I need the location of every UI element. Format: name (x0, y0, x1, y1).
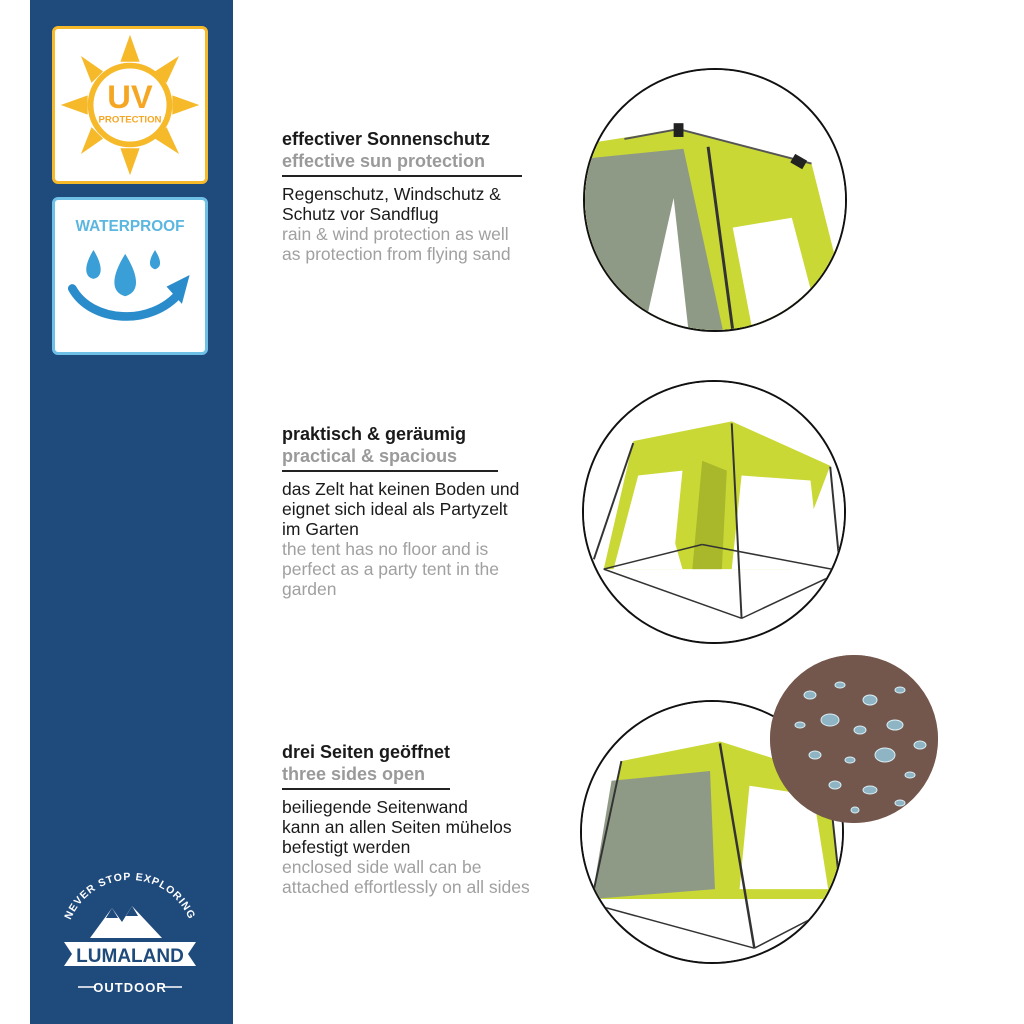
feature-desc-de: Regenschutz, Windschutz & Schutz vor Sandflug (282, 184, 501, 224)
feature-desc-en: enclosed side wall can be attached effortlessly on all sides (282, 857, 530, 897)
uv-subtitle: PROTECTION (98, 114, 162, 126)
feature-desc-de: beiliegende Seitenwand kann an allen Seiten mühelos befestigt werden (282, 797, 512, 857)
divider (282, 175, 522, 177)
sun-icon (55, 29, 205, 181)
waterproof-title: WATERPROOF (75, 217, 185, 235)
feature-desc-de: das Zelt hat keinen Boden und eignet sich ideal als Partyzelt im Garten (282, 479, 520, 539)
feature-title-en: practical & spacious (282, 446, 458, 466)
water-drops-closeup-image (770, 655, 938, 823)
lumaland-logo (50, 870, 210, 1000)
logo-brand: LUMALAND (76, 946, 184, 967)
uv-protection-badge (52, 26, 208, 184)
tent-full-image (582, 380, 846, 644)
uv-title: UV (107, 77, 153, 115)
divider (282, 788, 450, 790)
feature-desc-en: the tent has no floor and is perfect as a party tent in the garden (282, 539, 499, 599)
feature-title-en: effective sun protection (282, 151, 486, 171)
feature-title-de: effectiver Sonnenschutz (282, 129, 491, 149)
logo-sub: OUTDOOR (93, 980, 167, 995)
feature-three-sides-open (282, 741, 572, 897)
water-drops-icon (55, 200, 205, 352)
feature-title-de: praktisch & geräumig (282, 424, 467, 444)
tent-closeup-image (583, 68, 847, 332)
feature-desc-en: rain & wind protection as well as protection from flying sand (282, 224, 511, 264)
divider (282, 470, 498, 472)
feature-title-de: drei Seiten geöffnet (282, 742, 451, 762)
feature-spacious (282, 423, 572, 599)
feature-title-en: three sides open (282, 764, 426, 784)
waterproof-badge (52, 197, 208, 355)
logo-tagline: NEVER STOP EXPLORING (62, 870, 198, 922)
feature-sun-protection (282, 128, 572, 264)
